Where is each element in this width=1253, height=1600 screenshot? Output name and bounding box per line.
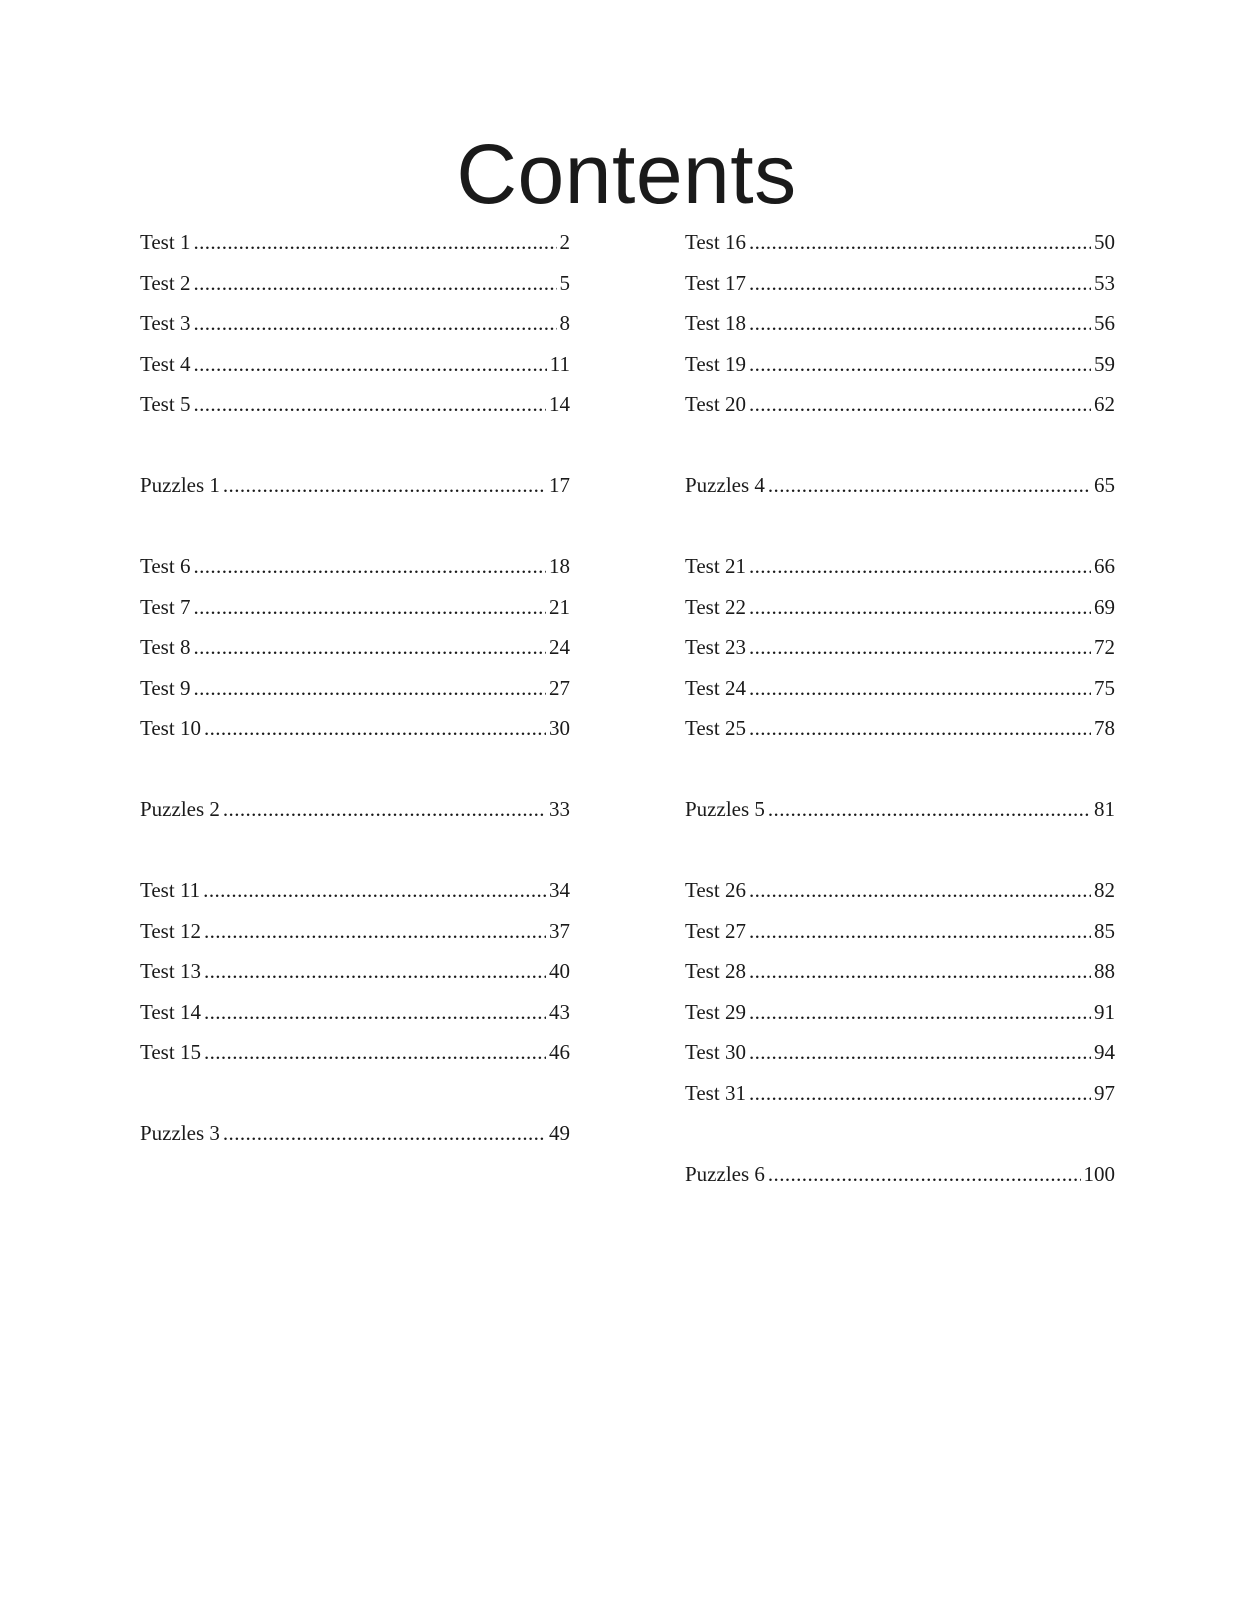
dot-leader xyxy=(768,789,1091,830)
toc-entry-label: Test 11 xyxy=(140,878,201,902)
toc-entry-label: Test 9 xyxy=(140,675,191,700)
toc-entry xyxy=(140,344,570,385)
toc-entry xyxy=(685,465,1115,506)
toc-section xyxy=(685,789,1115,830)
toc-entry-page-number: 91 xyxy=(1094,999,1115,1024)
toc-entry xyxy=(140,546,570,587)
toc-entry-page-number: 72 xyxy=(1094,635,1115,659)
toc-entry-page-number: 100 xyxy=(1083,1161,1115,1186)
toc-entry-page-number: 56 xyxy=(1094,311,1115,335)
dot-leader xyxy=(749,344,1091,385)
toc-entry-page-number: 30 xyxy=(549,716,570,740)
toc-entry xyxy=(685,708,1115,749)
toc-entry-page-number: 94 xyxy=(1094,1040,1115,1064)
toc-entry xyxy=(685,384,1115,425)
toc-entry-label: Test 20 xyxy=(685,392,746,416)
toc-entry xyxy=(140,303,570,344)
toc-entry-label: Test 25 xyxy=(685,716,746,740)
toc-entry xyxy=(685,1073,1115,1114)
dot-leader xyxy=(749,587,1091,628)
toc-entry-label: Test 29 xyxy=(685,999,746,1024)
dot-leader xyxy=(749,870,1091,911)
toc-entry-page-number: 27 xyxy=(549,675,570,700)
dot-leader xyxy=(749,708,1091,749)
toc-entry-label: Test 6 xyxy=(140,554,191,578)
toc-entry-page-number: 40 xyxy=(549,959,570,983)
toc-entry xyxy=(140,992,570,1033)
toc-entry-label: Test 12 xyxy=(140,918,201,943)
toc-entry-page-number: 8 xyxy=(559,311,570,335)
dot-leader xyxy=(204,708,546,749)
dot-leader xyxy=(193,303,556,344)
dot-leader xyxy=(223,1113,546,1154)
toc-entry-page-number: 49 xyxy=(549,1121,570,1145)
toc-entry-page-number: 33 xyxy=(549,797,570,821)
dot-leader xyxy=(749,1032,1091,1073)
dot-leader xyxy=(204,1032,546,1073)
toc-column-left xyxy=(140,222,570,1194)
toc-entry xyxy=(140,587,570,628)
page-title: Contents xyxy=(456,127,797,222)
toc-entry-label: Test 5 xyxy=(140,392,191,416)
toc-entry-label: Test 10 xyxy=(140,716,201,740)
toc-entry-page-number: 69 xyxy=(1094,594,1115,619)
toc-entry-page-number: 11 xyxy=(549,351,570,376)
dot-leader xyxy=(193,546,546,587)
toc-entry-page-number: 82 xyxy=(1094,878,1115,902)
toc-entry-label: Test 14 xyxy=(140,999,201,1024)
dot-leader xyxy=(193,263,556,304)
toc-entry xyxy=(685,344,1115,385)
dot-leader xyxy=(204,951,546,992)
dot-leader xyxy=(768,465,1091,506)
dot-leader xyxy=(749,911,1091,952)
toc-entry-label: Test 28 xyxy=(685,959,746,983)
toc-entry-page-number: 43 xyxy=(549,999,570,1024)
dot-leader xyxy=(749,992,1091,1033)
toc-entry-page-number: 59 xyxy=(1094,351,1115,376)
dot-leader xyxy=(768,1154,1081,1195)
dot-leader xyxy=(193,627,546,668)
toc-entry xyxy=(140,789,570,830)
dot-leader xyxy=(203,870,546,911)
toc-entry xyxy=(685,668,1115,709)
toc-entry-page-number: 81 xyxy=(1094,797,1115,821)
toc-entry-label: Test 18 xyxy=(685,311,746,335)
dot-leader xyxy=(193,587,546,628)
toc-entry-label: Test 16 xyxy=(685,230,746,254)
toc-entry xyxy=(685,303,1115,344)
toc-entry-page-number: 18 xyxy=(549,554,570,578)
toc-entry xyxy=(140,222,570,263)
toc-entry-page-number: 75 xyxy=(1094,675,1115,700)
toc-entry-label: Test 19 xyxy=(685,351,746,376)
toc-entry xyxy=(685,911,1115,952)
toc-entry-page-number: 62 xyxy=(1094,392,1115,416)
toc-entry xyxy=(685,1032,1115,1073)
dot-leader xyxy=(193,222,556,263)
toc-entry-label: Test 24 xyxy=(685,675,746,700)
dot-leader xyxy=(749,546,1091,587)
toc-entry-page-number: 5 xyxy=(559,270,570,295)
toc-entry-label: Test 31 xyxy=(685,1080,746,1105)
toc-entry-label: Puzzles 3 xyxy=(140,1121,220,1145)
toc-entry-page-number: 17 xyxy=(549,473,570,497)
toc-entry-page-number: 97 xyxy=(1094,1080,1115,1105)
toc-entry xyxy=(685,951,1115,992)
toc-entry xyxy=(685,789,1115,830)
dot-leader xyxy=(749,1073,1091,1114)
toc-entry-label: Test 8 xyxy=(140,635,191,659)
toc-entry-page-number: 37 xyxy=(549,918,570,943)
toc-entry-page-number: 2 xyxy=(559,230,570,254)
toc-entry-label: Test 23 xyxy=(685,635,746,659)
dot-leader xyxy=(749,627,1091,668)
dot-leader xyxy=(193,344,546,385)
toc-entry xyxy=(685,222,1115,263)
toc-entry-label: Puzzles 1 xyxy=(140,473,220,497)
dot-leader xyxy=(749,263,1091,304)
toc-entry-page-number: 88 xyxy=(1094,959,1115,983)
toc-entry xyxy=(140,911,570,952)
toc-section xyxy=(140,222,570,425)
toc-entry xyxy=(140,1113,570,1154)
toc-entry-label: Test 22 xyxy=(685,594,746,619)
toc-entry-label: Puzzles 2 xyxy=(140,797,220,821)
dot-leader xyxy=(749,303,1091,344)
toc-entry-label: Puzzles 6 xyxy=(685,1161,765,1186)
toc-entry xyxy=(685,992,1115,1033)
dot-leader xyxy=(749,951,1091,992)
toc-entry-page-number: 24 xyxy=(549,635,570,659)
toc-section xyxy=(140,465,570,506)
dot-leader xyxy=(193,668,546,709)
toc-entry-label: Puzzles 5 xyxy=(685,797,765,821)
toc-entry-page-number: 78 xyxy=(1094,716,1115,740)
dot-leader xyxy=(223,789,546,830)
dot-leader xyxy=(749,222,1091,263)
toc-entry-label: Test 30 xyxy=(685,1040,746,1064)
toc-section xyxy=(140,1113,570,1154)
toc-section xyxy=(685,870,1115,1113)
toc-entry-label: Test 27 xyxy=(685,918,746,943)
dot-leader xyxy=(204,992,546,1033)
toc-entry-label: Test 2 xyxy=(140,270,191,295)
toc-entry-label: Test 1 xyxy=(140,230,191,254)
toc-entry-page-number: 66 xyxy=(1094,554,1115,578)
toc-entry-label: Test 17 xyxy=(685,270,746,295)
toc-entry xyxy=(140,870,570,911)
toc-entry-label: Test 4 xyxy=(140,351,191,376)
toc-entry xyxy=(140,708,570,749)
toc-section xyxy=(685,222,1115,425)
toc-entry xyxy=(140,668,570,709)
toc-entry xyxy=(140,384,570,425)
toc-entry-page-number: 53 xyxy=(1094,270,1115,295)
toc-entry xyxy=(140,263,570,304)
toc-section xyxy=(140,789,570,830)
toc-entry xyxy=(685,546,1115,587)
toc-entry-label: Test 3 xyxy=(140,311,191,335)
toc-entry-page-number: 21 xyxy=(549,594,570,619)
toc-section xyxy=(685,546,1115,749)
toc-section xyxy=(140,870,570,1073)
toc-entry xyxy=(685,263,1115,304)
toc-column-right xyxy=(685,222,1115,1235)
toc-entry xyxy=(685,627,1115,668)
toc-section xyxy=(685,1154,1115,1195)
toc-section xyxy=(140,546,570,749)
toc-entry-label: Test 26 xyxy=(685,878,746,902)
dot-leader xyxy=(749,668,1091,709)
toc-entry-label: Puzzles 4 xyxy=(685,473,765,497)
toc-entry-label: Test 21 xyxy=(685,554,746,578)
toc-entry xyxy=(685,1154,1115,1195)
toc-entry xyxy=(685,870,1115,911)
toc-entry xyxy=(685,587,1115,628)
dot-leader xyxy=(223,465,546,506)
toc-entry xyxy=(140,951,570,992)
toc-entry-page-number: 50 xyxy=(1094,230,1115,254)
toc-entry-label: Test 13 xyxy=(140,959,201,983)
dot-leader xyxy=(749,384,1091,425)
toc-entry-page-number: 85 xyxy=(1094,918,1115,943)
toc-entry-page-number: 46 xyxy=(549,1040,570,1064)
toc-entry-label: Test 15 xyxy=(140,1040,201,1064)
toc-entry xyxy=(140,465,570,506)
toc-entry-label: Test 7 xyxy=(140,594,191,619)
toc-entry-page-number: 34 xyxy=(549,878,570,902)
toc-section xyxy=(685,465,1115,506)
toc-entry-page-number: 65 xyxy=(1094,473,1115,497)
toc-entry xyxy=(140,627,570,668)
dot-leader xyxy=(193,384,546,425)
toc-entry xyxy=(140,1032,570,1073)
dot-leader xyxy=(204,911,546,952)
toc-entry-page-number: 14 xyxy=(549,392,570,416)
